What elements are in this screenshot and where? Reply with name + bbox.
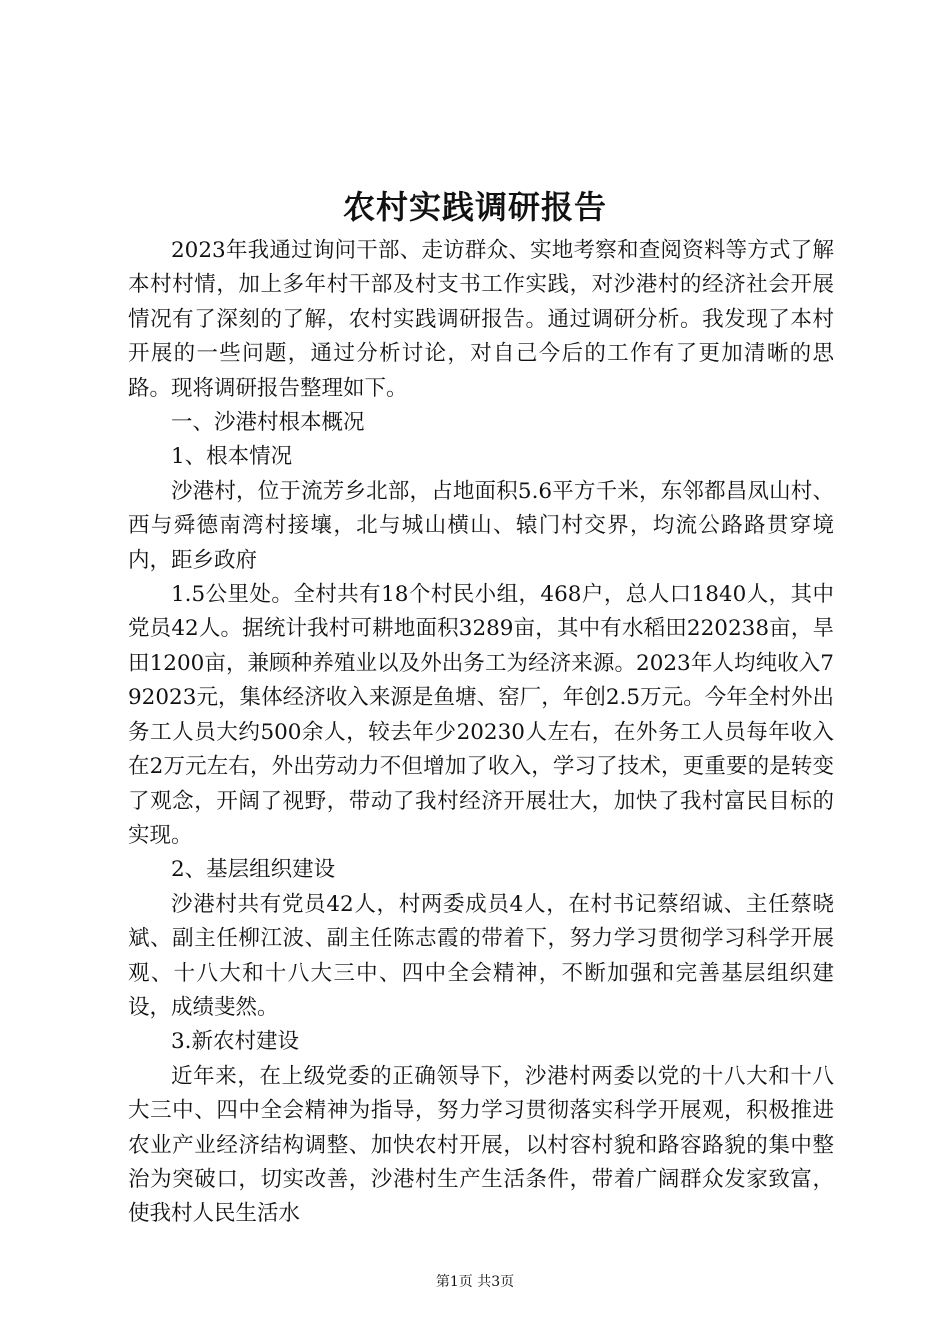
- document-body: [128, 234, 834, 1232]
- paragraph-rural-development: 近年来，在上级党委的正确领导下，沙港村两委以党的十八大和十八大三中、四中全会精神为指导，努力学习贯彻落实科学开展观，积极推进农业产业经济结构调整、加快农村开展，以村容村貌和路容路貌的集中整治为突破口，切实改善，沙港村生产生活条件，带着广阔群众发家致富，使我村人民生活水: [128, 1063, 834, 1227]
- subheading-new-rural-construction: 3.新农村建设: [171, 1029, 300, 1055]
- paragraph-location: 沙港村，位于流芳乡北部，占地面积5.6平方千米，东邻都昌凤山村、西与舜德南湾村接壤，北与城山横山、辕门村交界，均流公路路贯穿境内，距乡政府: [128, 478, 834, 573]
- section-heading-overview: 一、沙港村根本概况: [171, 410, 365, 436]
- paragraph-intro: 2023年我通过询问干部、走访群众、实地考察和查阅资料等方式了解本村村情，加上多年村干部及村支书工作实践，对沙港村的经济社会开展情况有了深刻的了解，农村实践调研报告。通过调研分析。我发现了本村开展的一些问题，通过分析讨论，对自己今后的工作有了更加清晰的思路。现将调研报告整理如下。: [128, 238, 834, 401]
- document-title: 农村实践调研报告: [342, 188, 607, 226]
- page-number-footer: 第1页 共3页: [435, 1274, 515, 1290]
- paragraph-party-members: 沙港村共有党员42人，村两委成员4人，在村书记蔡绍诚、主任蔡晓斌、副主任柳江波、副主任陈志霞的带着下，努力学习贯彻学习科学开展观、十八大和十八大三中、四中全会精神，不断加强和完善基层组织建设，成绩斐然。: [128, 891, 834, 1020]
- paragraph-population-economy: 1.5公里处。全村共有18个村民小组，468户，总人口1840人，其中党员42人。据统计我村可耕地面积3289亩，其中有水稻田220238亩，旱田1200亩，兼顾种养殖业以及外出务工为经济来源。2023年人均纯收入792023元，集体经济收入来源是鱼塘、窑厂，年创2.5万元。今年全村外出务工人员大约500余人，较去年少20230人左右，在外务工人员每年收入在2万元左右，外出劳动力不但增加了收入，学习了技术，更重要的是转变了观念，开阔了视野，带动了我村经济开展壮大，加快了我村富民目标的实现。: [128, 582, 834, 848]
- subheading-basic-situation: 1、根本情况: [171, 444, 293, 470]
- subheading-grassroots-organization: 2、基层组织建设: [171, 857, 336, 883]
